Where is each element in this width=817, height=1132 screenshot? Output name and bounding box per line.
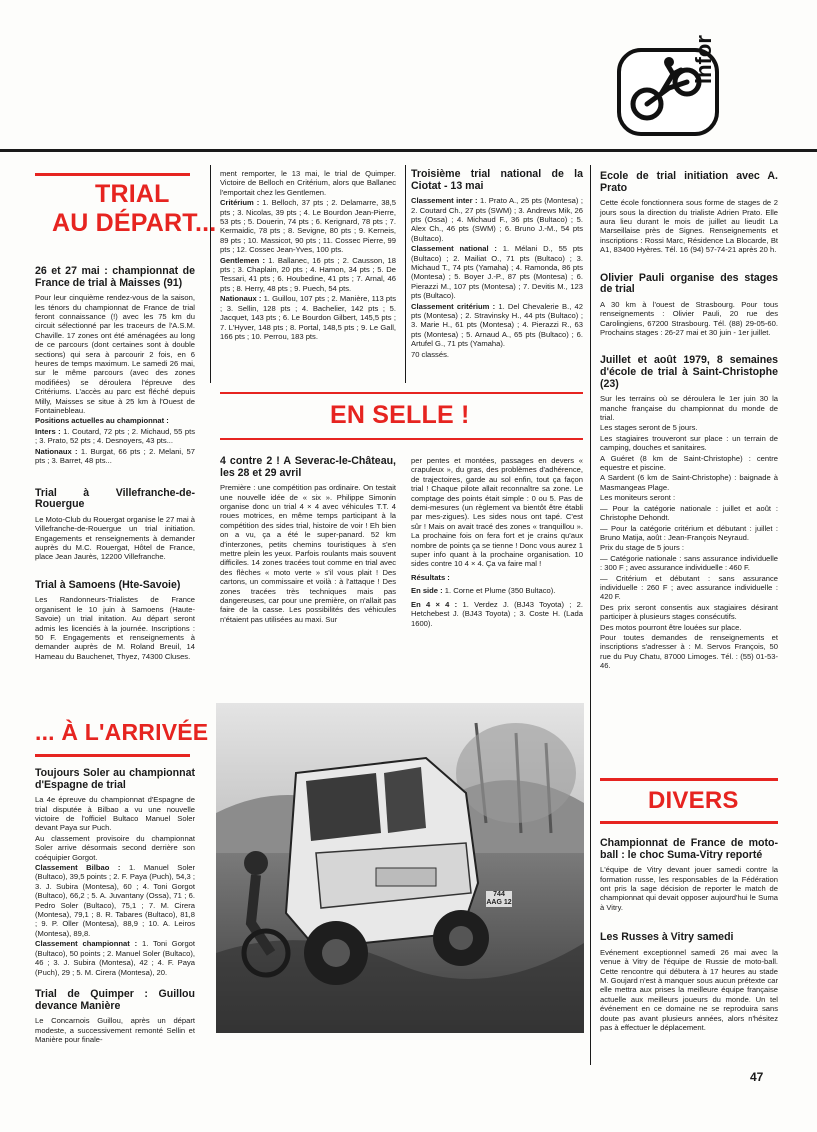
results-label: En 4 × 4 : — [411, 599, 458, 609]
results-label: Gentlemen : — [220, 255, 266, 265]
article-body: Pour leur cinquième rendez-vous de la saison, les ténors du championnat de France de trial feront connaissance (!) avec les 75 km du circuit sélectionné par les traceurs de l'A.S.M. Chaville. 17 zones ont été aménagées au long de ce parcours (dont certaines sont à double sections) qui sera à parcourir 2 fois, en 6 heures de temps maximum. Le samedi 26 mai, sur le même parcours (avec des zones modifiées) se déroulera l'épreuve des Critériums. L'accès au parc est fléché depuis Milly, Maisses se situe à 25 km à l'Ouest de Fontainebleau. — [35, 293, 195, 416]
article-body: La 4e épreuve du championnat d'Espagne de trial disputée à Bilbao a vu une nouvelle victoire de l'officiel Bultaco Manuel Soler devant Paya sur Puch. — [35, 795, 195, 833]
red-rule — [600, 778, 778, 781]
article-title: Toujours Soler au championnat d'Espagne de trial — [35, 767, 195, 791]
en-selle-column-right — [411, 456, 583, 629]
results-label: Inters : — [35, 426, 61, 436]
article-body: Pour toutes demandes de renseignements et inscriptions s'adresser à : M. Servos François, 50 rue du Puy Chatu, 87000 Limoges. Tél. : (55) 01-53-46. — [600, 632, 778, 671]
article-body: Au classement provisoire du championnat Soler arrive désormais second derrière son coéquipier Gorgot. — [35, 833, 195, 862]
results-text: 1. Del Chevalerie B., 42 pts (Montesa) ; 2. Stravinsky H., 44 pts (Bultaco) ; 3. Marie H., 61 pts (Montesa) ; 4. Pierazzi R., 63 pts (Montesa) ; 5. Arnaud A., 65 pts (Bultaco) ; 6. Artufel G., 71 pts (Yamaha). — [411, 301, 583, 349]
results-text: 1. Coutard, 72 pts ; 2. Michaud, 55 pts ; 3. Prato, 52 pts ; 4. Desnoyers, 43 pts... — [35, 426, 195, 446]
results-label: Critérium : — [220, 198, 260, 208]
article-title: Trial de Quimper : Guillou devance Manière — [35, 987, 195, 1012]
article-title: Championnat de France de moto-ball : le choc Suma-Vitry reporté — [600, 837, 778, 861]
article-body: Des motos pourront être louées sur place. — [600, 622, 742, 632]
article-title: 26 et 27 mai : championnat de France de trial à Maisses (91) — [35, 265, 195, 289]
page-number: 47 — [750, 1070, 764, 1084]
article-title: Ecole de trial initiation avec A. Prato — [600, 170, 778, 194]
article-body: Les stages seront de 5 jours. — [600, 423, 698, 433]
article-body: Evénement exceptionnel samedi 26 mai avec la venue à Vitry de l'équipe de Russie de moto-ball. Cette rencontre qui débutera à 17 heures au stade M. Goujard n'est à manquer sous aucun prétexte car elle mettra aux prises la meilleure équipe française actuelle aux meilleurs joueurs du monde. Un tel événement en ce domaine ne se reproduira sans doute pas avant plusieurs années, alors n'hésitez pas à effectuer le déplacement. — [600, 947, 778, 1033]
article-body: Le Moto-Club du Rouergat organise le 27 mai à Villefranche-de-Rouergue un trial initiation. Engagements et renseignements à demander auprès du M.C. Rouergat, Hôtel de France, place Jean Jaurès, 12200 Villefranche. — [35, 514, 195, 562]
column-divider — [210, 165, 211, 383]
toyota-4x4-photo — [216, 703, 584, 1033]
column-1 — [35, 266, 195, 662]
license-plate: 744 AAG 12 — [486, 891, 512, 906]
heading-divers: DIVERS — [648, 787, 739, 814]
results-text: 1. Toni Gorgot (Bultaco), 50 points ; 2. Manuel Soler (Bultaco), 46 ; 3. J. Subira (Montesa), 42 ; 4. F. Paya (Puch), 29 ; 5. M. Cirera (Montesa), 20. — [35, 939, 195, 977]
red-rule — [220, 438, 583, 440]
article-body: A Sardent (6 km de Saint-Christophe) : baignade à Masmangeas Plage. — [600, 473, 778, 492]
results-label: Classement championnat : — [35, 939, 138, 949]
article-body: A 30 km à l'ouest de Strasbourg. Pour tous renseignements : Olivier Pauli, 20 rue des Carolingiens, 67200 Strasbourg. Tél. (88) 29-05-60. Prochains stages : 26-27 mai et 30 juin - 1er juillet. — [600, 299, 778, 338]
results-label: En side : — [411, 586, 443, 596]
article-body: Les moniteurs seront : — [600, 493, 676, 503]
results-text: 1. Manuel Soler (Bultaco), 39,5 points ; 2. F. Paya (Puch), 54,3 ; 3. J. Subira (Montesa), 60 ; 4. Toni Gorgot (Bultaco), 66,2 ; 5. A. Juvantany (Ossa), 71 ; 6. Pedro Soler (Bultaco), 75,1 ; 7. M. Cirera (Montesa), 79,1 ; 8. R. Tabares (Bultaco), 81,8 ; 9. P. Oller (Montesa), 88,9 ; 10. A. Leiros (Montesa), 89,8. — [35, 863, 195, 938]
results-label: Nationaux : — [220, 294, 262, 304]
en-selle-column-left — [220, 456, 396, 625]
column-divider — [405, 165, 406, 383]
article-body: — Critérium et débutant : sans assurance individuelle : 260 F ; avec assurance individuelle : 420 F. — [600, 573, 778, 602]
results-label: Nationaux : — [35, 446, 78, 456]
results-text: 1. Corne et Plume (350 Bultaco). — [444, 586, 556, 596]
article-body: A Guéret (8 km de Saint-Christophe) : centre equestre et piscine. — [600, 453, 778, 473]
column-divider — [590, 165, 591, 1065]
results-text: 1. Guillou, 107 pts ; 2. Manière, 113 pts ; 3. Sellin, 128 pts ; 4. Bachelier, 142 pts ; 5. Jacquet, 143 pts ; 6. Le Bourdon Gilbert, 145,5 pts ; 7. L'Hyver, 148 pts ; 8. Portal, 148,5 pts ; 9. Le Gall, 166 pts ; 10. Perrou, 183 pts. — [220, 294, 396, 341]
article-body: Sur les terrains où se déroulera le 1er juin 30 la manche française du championnat du monde de trial. — [600, 394, 778, 423]
red-rule — [600, 821, 778, 824]
results-text: 1. Belloch, 37 pts ; 2. Delamarre, 38,5 pts ; 3. Nicolas, 39 pts ; 4. Le Bourdon Jean-Pierre, 53 pts ; 5. Douerin, 74 pts ; 6. Kerignard, 78 pts ; 7. Kermaidic, 78 pts ; 8. Sevigne, 80 pts ; 9. Kerneis, 89 pts ; 10. Massicot, 90 pts ; 11. Cossec Pierre, 99 pts ; 12. Cossec Jean-Yves, 100 pts. — [220, 198, 396, 255]
column-1-bottom — [35, 768, 195, 1045]
article-title: Olivier Pauli organise des stages de trial — [600, 271, 778, 296]
red-rule — [35, 754, 190, 757]
heading-trial: TRIAL — [95, 180, 170, 208]
results-text: 70 classés. — [411, 349, 449, 359]
results-text: 1. Mélani D., 55 pts (Bultaco) ; 2. Mailiat O., 71 pts (Bultaco) ; 3. Michaud T., 74 pts (Yamaha) ; 4. Ramonda, 86 pts (Montesa) ; 5. Boyer J.-P., 87 pts (Montesa) ; 6. Pierazzi M., 107 pts (Montesa) ; 7. Devitis M., 123 pts (Bultaco). — [411, 244, 583, 301]
article-body: — Pour la catégorie nationale : juillet et août : Christophe Dehondt. — [600, 503, 778, 523]
article-body: Cette école fonctionnera sous forme de stages de 2 jours sous la direction du trialiste Adrien Prato. Elle aura lieu durant le mois de juillet au lieudit La Marseillaise près de Signes. Renseignements et inscriptions : Rossi Marc, Résidence La Blocarde, Bt A1, 83400 Hyères. Tél. 16 (94) 57-74-21 après 20 h. — [600, 198, 778, 255]
article-body: Prix du stage de 5 jours : — [600, 543, 684, 553]
column-4-bottom — [600, 838, 778, 1033]
results-label: Classement inter : — [411, 196, 478, 206]
column-4 — [600, 171, 778, 672]
results-label: Classement Bilbao : — [35, 863, 121, 873]
column-2 — [220, 169, 396, 342]
article-body: Des prix seront consentis aux stagiaires désirant participer à plusieurs stages consécutifs. — [600, 602, 778, 622]
results-text: 1. Prato A., 25 pts (Montesa) ; 2. Coutard Ch., 27 pts (SWM) ; 3. Andrews Mik, 26 pts (Ossa) ; 4. Michaud F., 36 pts (Bultaco) ; 5. Alex Ch., 46 pts (SWM) ; 6. Bruno J.-M., 54 pts (Bultaco). — [411, 196, 583, 243]
red-rule — [220, 392, 583, 394]
heading-au-depart: AU DÉPART... — [52, 209, 217, 237]
article-body: Le Concarnois Guillou, après un départ modeste, a successivement remonté Sellin et Manière pour finale- — [35, 1016, 195, 1044]
results-text: 1. Burgat, 66 pts ; 2. Melani, 57 pts ; 3. Barret, 48 pts... — [35, 446, 195, 466]
article-title: Troisième trial national de la Ciotat - 13 mai — [411, 168, 583, 192]
article-body: Première : une compétition pas ordinaire. On testait une nouvelle idée de « six ». Philippe Simonin organise donc un trial 4 × 4 avec véhicules T.T. 4 roues motrices, en même temps participant à la compétition des sides trial, histoire de voir ! Eh bien on a vu, ça a été le super-panard. 52 km d'interzones, petits chemins touristiques à s'en mettre plein les yeux. Parfois roulants mais souvent difficiles. 14 zones tracées tout comme en trial avec des flèches « moto verte » s'il vous plait ! Des cartons, un commissaire et voilà : à l'attaque ! Des zones tracées très techniques mais pas dangereuses, car pour une première, on n'allait pas faire de la casse. Les possibilités des véhicules n'étaient pas utilisées au maxi. Sur — [220, 483, 396, 624]
article-body: ment remporter, le 13 mai, le trial de Quimper. Victoire de Belloch en Critérium, alors que Ballanec l'emportait chez les Gentlemen. — [220, 169, 396, 197]
header-rule — [0, 149, 817, 152]
article-title: Les Russes à Vitry samedi — [600, 931, 734, 944]
article-body: per pentes et montées, passages en devers « crapuleux », du gras, des problèmes d'adhérence, de trajectoires, garde au sol enfin, tout ça façon trial ! Chaque pilote allait reconnaître sa zone. Le comptage des points était simple : 0 ou 5. Pas de demi-mesures (un règlement va bientôt être établi par mes-zigues). Les sides nous ont tapé. C'est sûr ! Mais on avait tracé des zones « tranquillou ». La prochaine fois on fera fort et je crains qu'aux nombre de points ça se tienne ! Donc vous aurez 1 super info quant à la prochaine organisation. 10 sides contre 10 4 × 4. Ça va faire mal ! — [411, 456, 583, 569]
article-body: Les Randonneurs-Trialistes de France organisent le 10 juin à Samoens (Haute-Savoie) un trial initation. Au départ seront admis les licenciés à la journée. Inscriptions : 50 F. Engagements et renseignements à demander auprès de M. Roland Breuil, 14 Hameau du Bauchenet, Thyez, 74300 Cluses. — [35, 595, 195, 661]
infor-logo — [617, 35, 719, 136]
results-label: Classement national : — [411, 244, 497, 254]
toyota-jeep-photo-icon — [216, 703, 584, 1033]
logo-text: infor — [691, 35, 716, 84]
article-body: Les stagiaires trouveront sur place : un terrain de camping, douches et sanitaires. — [600, 433, 778, 453]
article-title: Juillet et août 1979, 8 semaines d'école de trial à Saint-Christophe (23) — [600, 354, 778, 390]
results-text: 1. Ballanec, 16 pts ; 2. Causson, 18 pts ; 3. Chaplain, 20 pts ; 4. Hamon, 34 pts ; 5. De Tessari, 41 pts ; 6. Houbedine, 41 pts ; 7. Arnal, 46 pts ; 8. Herry, 48 pts ; 9. Puech, 54 pts. — [220, 255, 396, 293]
results-label: Classement critérium : — [411, 301, 496, 311]
article-body: — Pour la catégorie critérium et débutant : juillet : Bruno Matija, août : Jean-François Neyraud. — [600, 523, 778, 542]
results-label: Positions actuelles au championnat : — [35, 416, 169, 426]
article-body: L'équipe de Vitry devant jouer samedi contre la formation russe, les responsables de la Fédération ont pris la sage décision de reporter le match de championnat qui devait opposer aujourd'hui le Suma à Vitry. — [600, 865, 778, 912]
heading-en-selle: EN SELLE ! — [330, 401, 470, 429]
article-title: 4 contre 2 ! A Severac-le-Château, les 28 et 29 avril — [220, 455, 396, 479]
heading-a-larrivee: ... À L'ARRIVÉE — [35, 719, 209, 745]
column-3 — [411, 169, 583, 360]
results-label: Résultats : — [411, 572, 450, 582]
article-title: Trial à Samoens (Hte-Savoie) — [35, 578, 181, 591]
red-rule — [35, 173, 190, 176]
results-text: 1. Verdez J. (BJ43 Toyota) ; 2. Hetchebest J. (BJ43 Toyota) ; 3. Coste H. (Lada 1600). — [411, 599, 583, 628]
article-body: — Catégorie nationale : sans assurance individuelle : 300 F ; avec assurance individuelle : 460 F. — [600, 553, 778, 573]
article-title: Trial à Villefranche-de-Rouergue — [35, 486, 195, 511]
